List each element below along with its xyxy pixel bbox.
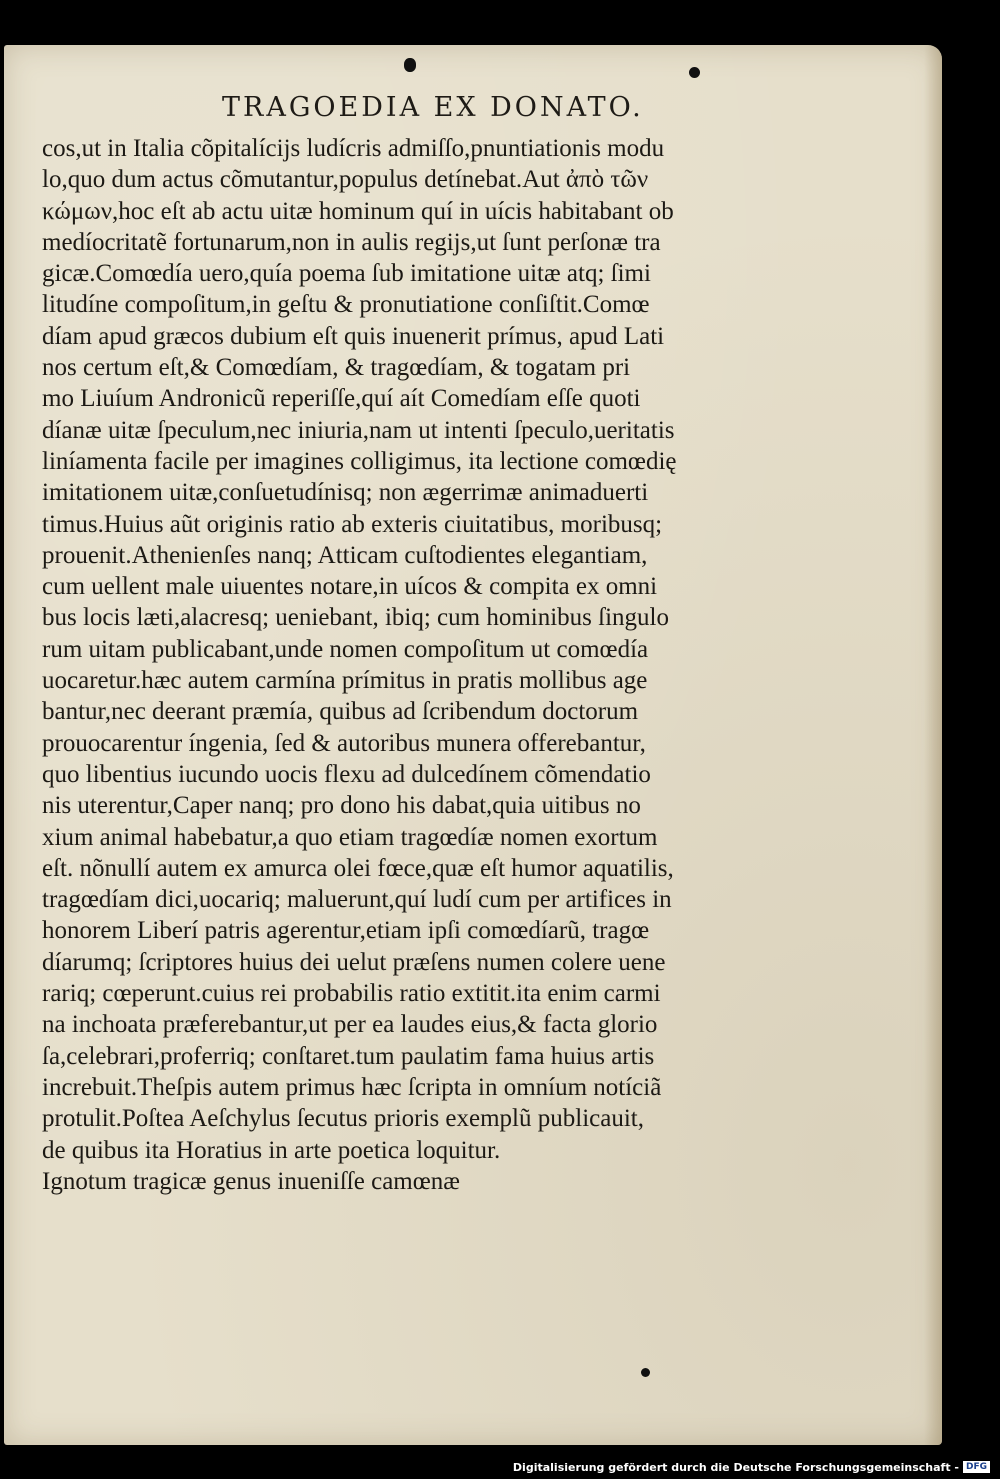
text-line: bus locis læti,alacresq; ueniebant, ibiq; cum hominibus ſingulo [42, 604, 670, 632]
text-line: mo Liuíum Andronicũ reperiſſe,quí aít Comedíam eſſe quoti [42, 385, 641, 413]
ink-spot-top [689, 67, 700, 78]
text-line: tragœdíam dici,uocariq; maluerunt,quí ludí cum per artifices in [42, 886, 672, 914]
binding-hole-top [404, 58, 416, 72]
text-line: liníamenta facile per imagines colligimus, ita lectione comœdię [42, 447, 677, 475]
text-line: ſa,celebrari,proferriq; conſtaret.tum paulatim fama huius artis [42, 1042, 655, 1070]
dfg-logo-icon: DFG [963, 1461, 990, 1473]
text-line: Ignotum tragicæ genus inueniſſe camœnæ [42, 1167, 460, 1195]
text-line: rariq; cœperunt.cuius rei probabilis ratio extitit.ita enim carmi [42, 980, 661, 1008]
text-line: prouenit.Athenienſes nanq; Atticam cuſtodientes elegantiam, [42, 541, 648, 569]
text-line: cos,ut in Italia cõpitalícijs ludícris admiſſo,pnuntiationis modu [42, 135, 665, 162]
text-line: prouocarentur íngenia, ſed & autoribus munera offerebantur, [42, 729, 646, 757]
text-line: litudíne compoſitum,in geſtu & pronutiatione conſiſtit.Comœ [42, 291, 650, 319]
page-edge-shadow [924, 45, 942, 1445]
text-line: díam apud græcos dubium eſt quis inuenerit prímus, apud Lati [42, 322, 665, 350]
text-line: xium animal habebatur,a quo etiam tragœdíæ nomen exortum [42, 823, 658, 851]
text-line: cum uellent male uiuentes notare,in uícos & compita ex omni [42, 573, 658, 601]
text-line: díarumq; ſcriptores huius dei uelut præſens numen colere uene [42, 948, 666, 976]
text-line: gicæ.Comœdía uero,quía poema ſub imitatione uitæ atq; ſimi [42, 260, 651, 288]
text-line: lo,quo dum actus cõmutantur,populus detínebat.Aut ἀπὸ τῶν [42, 166, 649, 194]
text-line: protulit.Poſtea Aeſchylus ſecutus prioris exemplũ publicauit, [42, 1105, 644, 1133]
text-line: increbuit.Theſpis autem primus hæc ſcripta in omníum notíciã [42, 1073, 662, 1101]
digitization-credit [513, 1460, 990, 1474]
text-line: honorem Liberí patris agerentur,etiam ipſi comœdíarũ, tragœ [42, 917, 650, 945]
text-line: κώμων,hoc eſt ab actu uitæ hominum quí in uícis habitabant ob [42, 197, 674, 225]
body-text [42, 133, 802, 1197]
ink-spot-bottom [641, 1368, 650, 1377]
text-line: nis uterentur,Caper nanq; pro dono his dabat,quia uitibus no [42, 792, 641, 820]
text-line: uocaretur.hæc autem carmína prímitus in pratis mollibus age [42, 667, 648, 695]
text-line: eſt. nõnullí autem ex amurca olei fœce,quæ eſt humor aquatilis, [42, 854, 674, 882]
text-line: nos certum eſt,& Comœdíam, & tragœdíam, & togatam pri [42, 354, 631, 382]
text-line: quo libentius iucundo uocis flexu ad dulcedínem cõmendatio [42, 760, 651, 788]
text-line: bantur,nec deerant præmía, quibus ad ſcribendum doctorum [42, 698, 639, 726]
text-line: díanæ uitæ ſpeculum,nec iniuria,nam ut intenti ſpeculo,ueritatis [42, 416, 675, 444]
text-line: imitationem uitæ,conſuetudínisq; non ægerrimæ animaduerti [42, 479, 649, 507]
text-line: de quibus ita Horatius in arte poetica loquitur. [42, 1136, 501, 1164]
text-line: medíocritatẽ fortunarum,non in aulis regijs,ut ſunt perſonæ tra [42, 228, 661, 256]
running-head: TRAGOEDIA EX DONATO. [222, 92, 644, 123]
text-line: timus.Huius aũt originis ratio ab exteris ciuitatibus, moribusq; [42, 510, 663, 538]
text-line: rum uitam publicabant,unde nomen compoſitum ut comœdía [42, 635, 649, 663]
credit-text: Digitalisierung gefördert durch die Deutsche Forschungsgemeinschaft - [512, 1460, 959, 1474]
text-line: na inchoata præferebantur,ut per ea laudes eius,& facta glorio [42, 1011, 658, 1039]
